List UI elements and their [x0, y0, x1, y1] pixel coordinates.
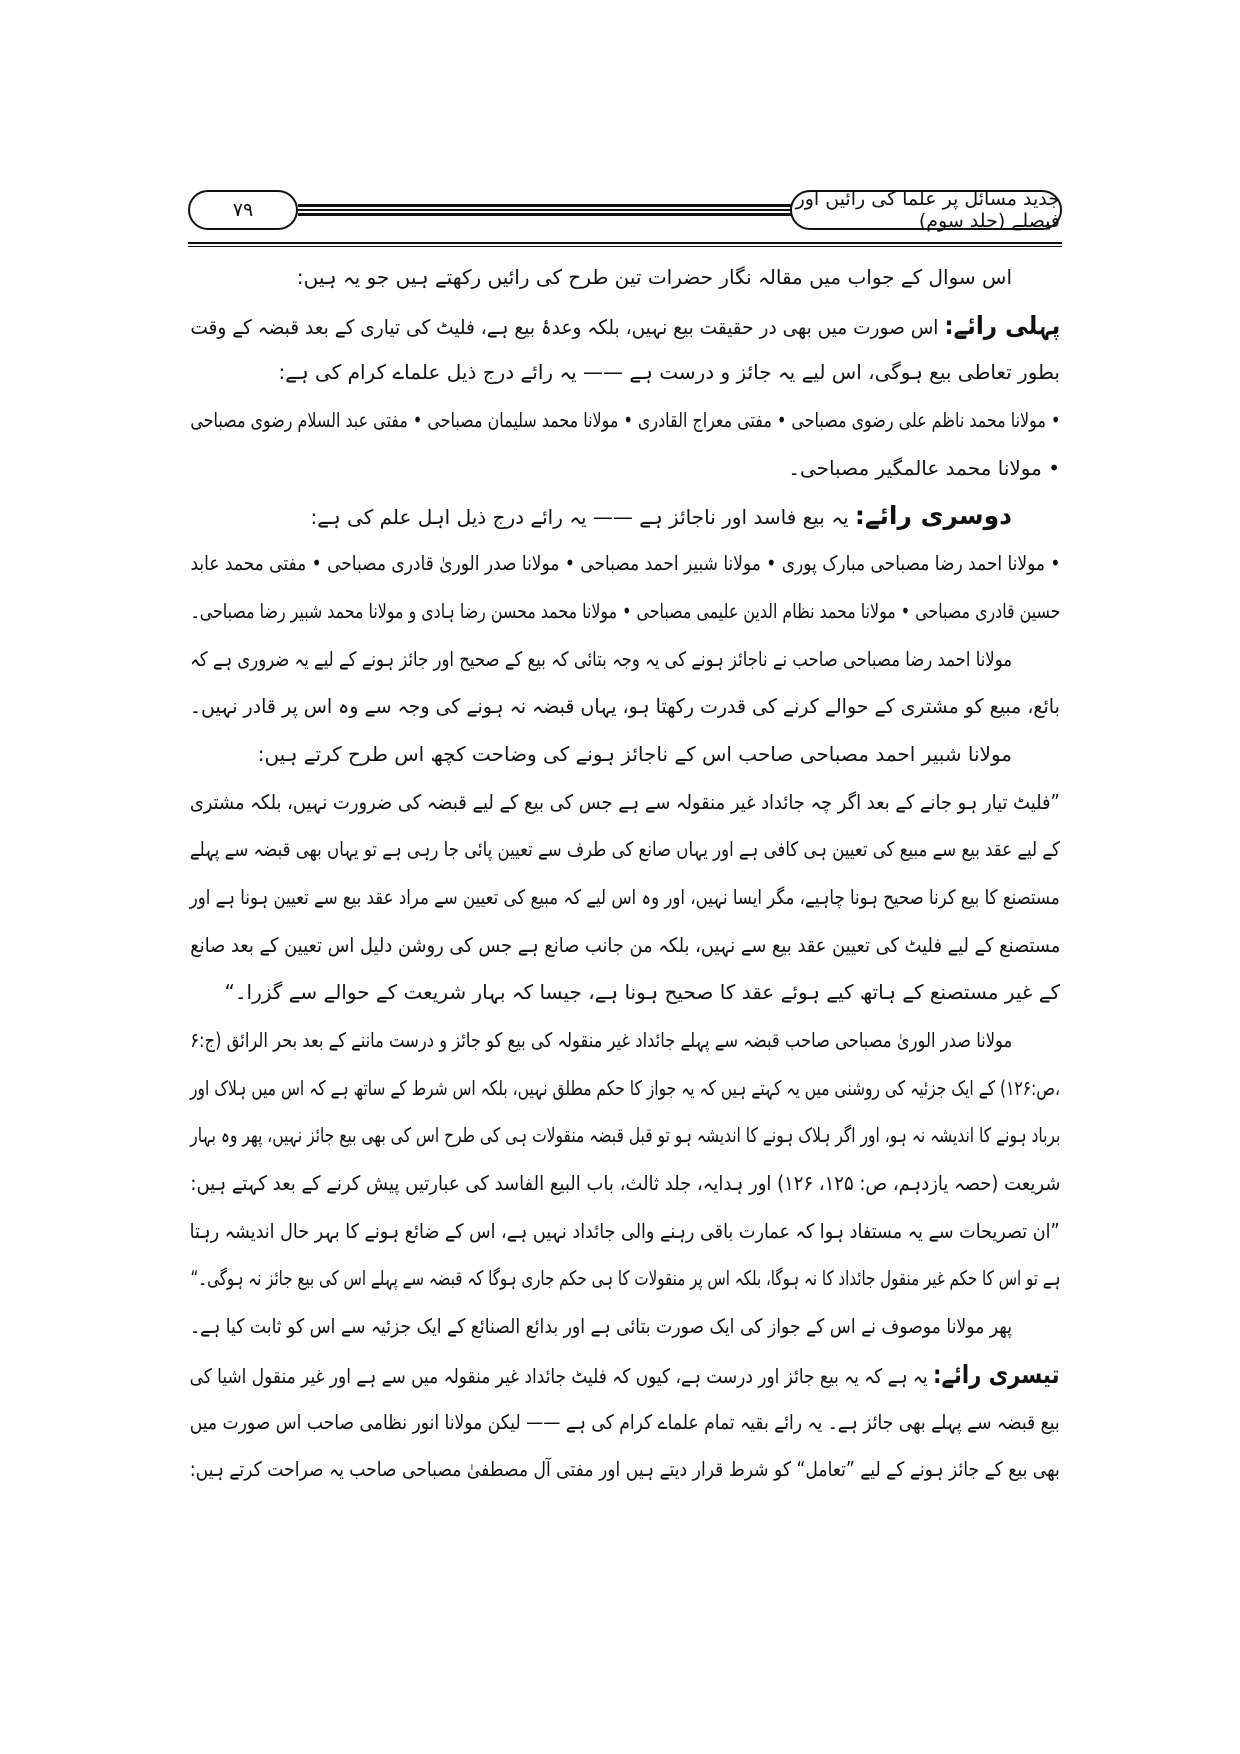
scholar-list-line: • مولانا احمد رضا مصباحی مبارک پوری • مولانا شبیر احمد مصباحی • مولانا صدر الوریٰ قادری مصباحی • مفتی محمد عابد: [190, 551, 1060, 576]
quote-line: کے غیر مستصنع کے ہاتھ کیے ہوئے عقد کا صحیح ہونا ہے، جیسا کہ بہار شریعت کے حوالے سے گزرا۔“: [224, 980, 1060, 1005]
page-number-text: ۷۹: [232, 199, 254, 221]
paragraph-line: مولانا شبیر احمد مصباحی صاحب اس کے ناجائز ہونے کی وضاحت کچھ اس طرح کرتے ہیں:: [257, 741, 1012, 766]
quote-line: مستصنع کا بیع کرنا صحیح ہونا چاہیے، مگر ایسا نہیں، اور وہ اس لیے کہ مبیع کی تعیین سے مراد عقد بیع سے تعیین ہونا ہے اور: [190, 884, 1060, 909]
paragraph-line: شریعت (حصہ یازدہم، ص: ۱۲۵، ۱۲۶) اور ہدایہ، جلد ثالث، باب البیع الفاسد کی عبارتیں پیش کرنے کے بعد کہتے ہیں:: [190, 1171, 1060, 1196]
section-heading: پہلی رائے:: [944, 310, 1060, 340]
paragraph-line: مولانا احمد رضا مصباحی صاحب نے ناجائز ہونے کی یہ وجہ بتائی کہ بیع کے صحیح اور جائز ہونے کے لیے یہ ضروری ہے کہ: [190, 646, 1012, 671]
scholar-list-line: حسین قادری مصباحی • مولانا محمد نظام الدین علیمی مصباحی • مولانا محمد محسن رضا ہادی و مولانا محمد شبیر رضا مصباحی۔: [190, 598, 1060, 623]
quote-line: ”فلیٹ تیار ہو جانے کے بعد اگر چہ جائداد غیر منقولہ سے ہے جس کی بیع کے لیے قبضہ کی ضرورت نہیں، بلکہ مشتری: [190, 789, 1060, 814]
header-divider: [188, 242, 1062, 247]
book-title: جدید مسائل پر علما کی رائیں اور فیصلے (جلد سوم): [795, 188, 1060, 232]
paragraph-line: ،ص:۱۲۶) کے ایک جزئیہ کی روشنی میں یہ کہتے ہیں کہ یہ جواز کا حکم مطلق نہیں، بلکہ اس شرط کے ساتھ ہے کہ اس میں ہلاک اور: [190, 1075, 1060, 1100]
heading-line-first-opinion: پہلی رائے: اس صورت میں بھی در حقیقت بیع نہیں، بلکہ وعدۂ بیع ہے، فلیٹ کی تیاری کے بعد قبضہ کے وقت: [190, 310, 1060, 340]
section-heading: تیسری رائے:: [933, 1359, 1060, 1389]
header-ornament-line: [298, 204, 792, 216]
scholar-list-line: • مولانا محمد عالمگیر مصباحی۔: [788, 455, 1060, 480]
quote-line: ہے تو اس کا حکم غیر منقول جائداد کا نہ ہوگا، بلکہ اس پر منقولات کا ہی حکم جاری ہوگا کہ قبضہ سے پہلے اس کی بیع جائز نہ ہوگی۔“: [190, 1266, 1060, 1291]
paragraph-line: بائع، مبیع کو مشتری کے حوالے کرنے کی قدرت رکھتا ہو، یہاں قبضہ نہ ہونے کی وجہ سے وہ اس پر قادر نہیں۔: [190, 694, 1060, 719]
paragraph-line: بیع قبضہ سے پہلے بھی جائز ہے۔ یہ رائے بقیہ تمام علماے کرام کی ہے —— لیکن مولانا انور نظامی صاحب اس صورت میں: [190, 1409, 1060, 1434]
heading-line-third-opinion: تیسری رائے: یہ ہے کہ یہ بیع جائز اور درست ہے، کیوں کہ فلیٹ جائداد غیر منقولہ میں سے ہے اور غیر منقول اشیا کی: [190, 1359, 1060, 1389]
running-header-title: [790, 190, 1062, 230]
heading-line-second-opinion: دوسری رائے: یہ بیع فاسد اور ناجائز ہے —— یہ رائے درج ذیل اہل علم کی ہے:: [310, 501, 1012, 531]
paragraph-line: برباد ہونے کا اندیشہ نہ ہو، اور اگر ہلاک ہونے کا اندیشہ ہو تو قبل قبضہ منقولات ہی کی طرح اس کی بھی بیع جائز نہیں، پھر وہ بہار: [190, 1123, 1060, 1148]
paragraph-line: بھی بیع کے جائز ہونے کے لیے ”تعامل“ کو شرط قرار دیتے ہیں اور مفتی آل مصطفیٰ مصباحی صاحب یہ صراحت کرتے ہیں:: [190, 1457, 1060, 1482]
paragraph-line: پھر مولانا موصوف نے اس کے جواز کی ایک صورت بتائی ہے اور بدائع الصنائع کے ایک جزئیہ سے اس کو ثابت کیا ہے۔: [190, 1314, 1012, 1339]
page-number: [188, 190, 298, 230]
scholar-list-line: • مولانا محمد ناظم علی رضوی مصباحی • مفتی معراج القادری • مولانا محمد سلیمان مصباحی • مفتی عبد السلام رضوی مصباحی: [190, 408, 1060, 433]
quote-line: کے لیے عقد بیع سے مبیع کی تعیین ہی کافی ہے اور یہاں صانع کی طرف سے تعیین پائی جا رہی ہے تو یہاں بھی قبضہ سے پہلے: [190, 837, 1060, 862]
paragraph-line: اس سوال کے جواب میں مقالہ نگار حضرات تین طرح کی رائیں رکھتے ہیں جو یہ ہیں:: [296, 265, 1012, 289]
quote-line: مستصنع کے لیے فلیٹ کی تعیین عقد بیع سے نہیں، بلکہ من جانب صانع ہے جس کی روشن دلیل اس تعیین کے بعد صانع: [190, 932, 1060, 957]
quote-line: ”ان تصریحات سے یہ مستفاد ہوا کہ عمارت باقی رہنے والی جائداد نہیں ہے، اس کے ضائع ہونے کا بہر حال اندیشہ رہتا: [190, 1218, 1060, 1243]
paragraph-line: بطور تعاطی بیع ہوگی، اس لیے یہ جائز و درست ہے —— یہ رائے درج ذیل علماے کرام کی ہے:: [278, 360, 1060, 385]
page-body: [190, 254, 1060, 1494]
section-heading: دوسری رائے:: [854, 501, 1012, 531]
paragraph-line: مولانا صدر الوریٰ مصباحی صاحب قبضہ سے پہلے جائداد غیر منقولہ کی بیع کو جائز و درست ماننے کے بعد بحر الرائق (ج:۶: [190, 1028, 1012, 1052]
